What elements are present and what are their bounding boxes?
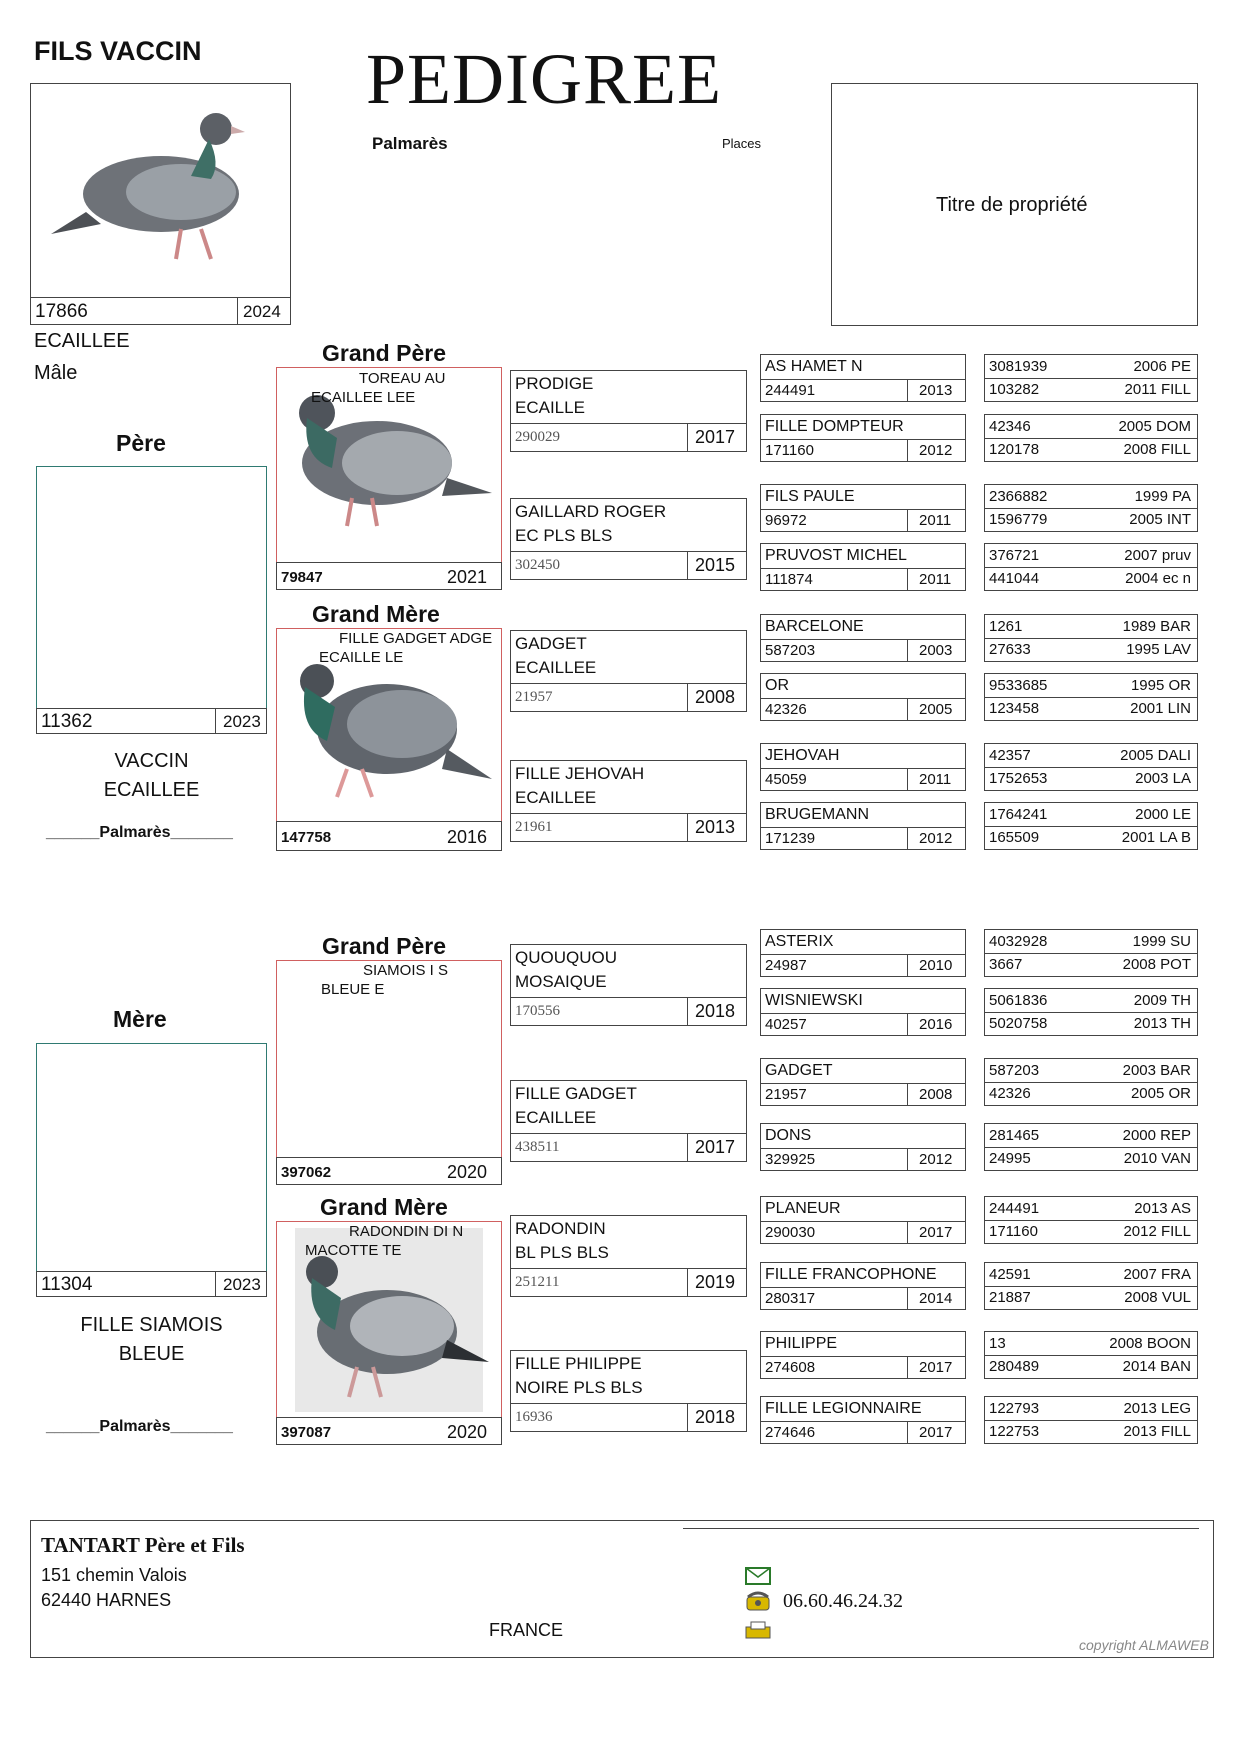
gen4-ring: 274608 [765, 1359, 816, 1376]
gen5-ring-b: 165509 [989, 829, 1040, 846]
gen5-info-a: 2005 DOM [1118, 418, 1191, 435]
gm1-ring: 147758 [281, 829, 332, 846]
gen5-info-a: 1989 BAR [1122, 618, 1191, 635]
gen5-ring-b: 441044 [989, 570, 1040, 587]
gm2-ring: 397087 [281, 1424, 332, 1441]
gen5-ring-b: 3667 [989, 956, 1023, 973]
gen3-box [510, 944, 747, 1026]
gen3-name: FILLE PHILIPPE [515, 1354, 642, 1373]
gen3-ring: 16936 [515, 1409, 553, 1425]
gen4-year: 2016 [919, 1016, 953, 1033]
gen5-box [984, 1058, 1198, 1106]
gen5-ring-a: 587203 [989, 1062, 1040, 1079]
gen5-info-a: 2007 FRA [1123, 1266, 1191, 1283]
gen4-ring: 45059 [765, 771, 807, 788]
gen5-info-b: 2013 FILL [1123, 1423, 1191, 1440]
gen4-name: FILLE DOMPTEUR [765, 418, 904, 435]
gen4-name: OR [765, 677, 789, 694]
gen4-box [760, 1331, 966, 1379]
gen4-year: 2017 [919, 1224, 953, 1241]
gen4-box [760, 614, 966, 662]
gen3-ring: 251211 [515, 1274, 560, 1290]
owner-name: TANTART Père et Fils [41, 1533, 245, 1557]
main-bird-sex: Mâle [34, 362, 78, 384]
gen4-name: BRUGEMANN [765, 806, 870, 823]
mere-label: Mère [113, 1006, 167, 1032]
gp1-year: 2021 [447, 567, 488, 587]
gen3-year: 2018 [695, 1407, 736, 1427]
gp1-color: ECAILLEE LEE [311, 389, 416, 406]
pere-name: VACCIN [114, 750, 189, 772]
gen3-name: FILLE GADGET [515, 1084, 637, 1103]
gen5-info-a: 2003 BAR [1122, 1062, 1191, 1079]
gen4-box [760, 1396, 966, 1444]
gen5-info-b: 2004 ec n [1125, 570, 1191, 587]
gen3-ring: 438511 [515, 1139, 560, 1155]
gen4-ring: 280317 [765, 1290, 816, 1307]
gp2-label: Grand Père [322, 933, 446, 959]
gen3-name: GAILLARD ROGER [515, 502, 667, 521]
gen3-ring: 170556 [515, 1003, 560, 1019]
ownership-label: Titre de propriété [936, 194, 1088, 216]
gen5-ring-a: 122793 [989, 1400, 1040, 1417]
gen5-ring-b: 21887 [989, 1289, 1031, 1306]
owner-country: FRANCE [489, 1620, 564, 1640]
gen4-box [760, 354, 966, 402]
gen5-box [984, 414, 1198, 462]
gen4-box [760, 1058, 966, 1106]
gen4-year: 2011 [919, 771, 952, 788]
footer-divider [683, 1528, 1199, 1529]
gen5-ring-a: 281465 [989, 1127, 1040, 1144]
gen5-info-a: 2006 PE [1133, 358, 1191, 375]
gen4-name: DONS [765, 1127, 812, 1144]
gen4-box [760, 988, 966, 1036]
gen5-info-b: 2014 BAN [1122, 1358, 1191, 1375]
mere-ring-box [36, 1271, 267, 1297]
gen5-box [984, 1331, 1198, 1379]
main-bird-color: ECAILLEE [34, 330, 130, 352]
footer-box [30, 1520, 1214, 1658]
gen5-ring-a: 1261 [989, 618, 1023, 635]
phone-icon [745, 1591, 771, 1616]
gen4-year: 2013 [919, 382, 953, 399]
gen3-ring: 21961 [515, 819, 553, 835]
gen3-color: ECAILLE [515, 398, 585, 417]
gen3-ring: 290029 [515, 429, 560, 445]
main-bird-ring-box [30, 297, 291, 325]
gen4-year: 2010 [919, 957, 953, 974]
mere-photo-box [36, 1043, 267, 1272]
gen5-info-b: 1995 LAV [1126, 641, 1191, 658]
pere-color: ECAILLEE [103, 779, 200, 801]
gen4-year: 2017 [919, 1359, 953, 1376]
gen4-year: 2012 [919, 830, 953, 847]
gen3-box [510, 370, 747, 452]
gen3-color: ECAILLEE [515, 788, 597, 807]
gen4-ring: 40257 [765, 1016, 807, 1033]
owner-phone: 06.60.46.24.32 [783, 1590, 903, 1612]
gen4-name: JEHOVAH [765, 747, 840, 764]
gen5-info-a: 2013 AS [1134, 1200, 1191, 1217]
fax-icon [745, 1621, 771, 1644]
gp1-photo-box [276, 367, 502, 563]
gen5-ring-a: 9533685 [989, 677, 1048, 694]
gen5-ring-b: 1752653 [989, 770, 1048, 787]
gen5-info-a: 2007 pruv [1124, 547, 1191, 564]
gen5-info-a: 2005 DALI [1120, 747, 1191, 764]
gen5-box [984, 543, 1198, 591]
gen4-name: PRUVOST MICHEL [765, 547, 907, 564]
gen4-name: WISNIEWSKI [765, 992, 863, 1009]
gen5-info-a: 2000 LE [1135, 806, 1191, 823]
gen4-name: FILS PAULE [765, 488, 855, 505]
gen5-info-b: 2005 OR [1130, 1085, 1191, 1102]
gen3-name: QUOUQUOU [515, 948, 617, 967]
gen5-info-a: 1995 OR [1130, 677, 1191, 694]
mail-icon [745, 1567, 771, 1590]
gm1-color: ECAILLE LE [319, 649, 404, 666]
gp2-name: SIAMOIS I S [363, 962, 449, 979]
gen4-name: FILLE LEGIONNAIRE [765, 1400, 922, 1417]
gm2-ring-box [276, 1417, 502, 1445]
gen5-ring-a: 2366882 [989, 488, 1048, 505]
gen5-ring-b: 280489 [989, 1358, 1040, 1375]
gen3-year: 2015 [695, 555, 736, 575]
gm1-photo-box [276, 628, 502, 822]
gen3-year: 2017 [695, 427, 736, 447]
gen3-box [510, 498, 747, 580]
main-bird-ring: 17866 [35, 301, 88, 322]
gen3-name: PRODIGE [515, 374, 594, 393]
gen3-name: GADGET [515, 634, 587, 653]
gp2-ring-box [276, 1157, 502, 1185]
mere-year: 2023 [223, 1275, 261, 1294]
gen3-box [510, 760, 747, 842]
gen5-ring-b: 171160 [989, 1223, 1038, 1240]
gen4-box [760, 543, 966, 591]
mere-ring: 11304 [41, 1274, 93, 1295]
gen4-box [760, 484, 966, 532]
gen4-ring: 329925 [765, 1151, 816, 1168]
gen5-info-b: 2003 LA [1135, 770, 1191, 787]
gen5-box [984, 484, 1198, 532]
gen5-ring-a: 42346 [989, 418, 1031, 435]
gm2-year: 2020 [447, 1422, 488, 1442]
gen4-ring: 171160 [765, 442, 814, 459]
gen4-ring: 274646 [765, 1424, 816, 1441]
mere-palmares: ______Palmarès_______ [46, 1418, 233, 1435]
gm2-name: RADONDIN DI N [349, 1223, 464, 1240]
gen4-year: 2003 [919, 642, 953, 659]
gen5-info-b: 2005 INT [1129, 511, 1191, 528]
gen3-box [510, 630, 747, 712]
gen4-box [760, 1196, 966, 1244]
gp2-color: BLEUE E [321, 981, 385, 998]
gen4-box [760, 673, 966, 721]
gen5-box [984, 743, 1198, 791]
gen5-info-b: 2011 FILL [1124, 381, 1191, 398]
gm2-label: Grand Mère [320, 1194, 448, 1220]
gen5-info-b: 2008 VUL [1124, 1289, 1191, 1306]
gen4-box [760, 929, 966, 977]
gen4-box [760, 1262, 966, 1310]
gen5-box [984, 1396, 1198, 1444]
gm2-color: MACOTTE TE [305, 1242, 402, 1259]
gen4-ring: 111874 [765, 571, 813, 588]
gen5-box [984, 1196, 1198, 1244]
gen5-info-a: 2013 LEG [1123, 1400, 1191, 1417]
gen4-ring: 24987 [765, 957, 807, 974]
gen5-box [984, 1123, 1198, 1171]
gen5-info-b: 2001 LIN [1130, 700, 1191, 717]
gen4-name: GADGET [765, 1062, 833, 1079]
main-bird-photo-box [30, 83, 291, 298]
gen5-ring-a: 5061836 [989, 992, 1048, 1009]
gen5-ring-b: 24995 [989, 1150, 1031, 1167]
gen4-year: 2017 [919, 1424, 953, 1441]
gen5-ring-a: 244491 [989, 1200, 1040, 1217]
gen4-name: AS HAMET N [765, 358, 863, 375]
gen5-ring-b: 5020758 [989, 1015, 1048, 1032]
gen3-color: NOIRE PLS BLS [515, 1378, 643, 1397]
gen3-box [510, 1350, 747, 1432]
gen4-year: 2008 [919, 1086, 953, 1103]
gen4-ring: 244491 [765, 382, 816, 399]
gen5-ring-a: 1764241 [989, 806, 1048, 823]
gen5-box [984, 1262, 1198, 1310]
gen4-year: 2011 [919, 571, 952, 588]
gen4-ring: 42326 [765, 701, 807, 718]
pere-label: Père [116, 430, 166, 456]
gp1-name: TOREAU AU [359, 370, 446, 387]
gen5-ring-a: 376721 [989, 547, 1040, 564]
gen5-info-a: 1999 SU [1132, 933, 1191, 950]
owner-address-line2: 62440 HARNES [41, 1590, 172, 1610]
gen3-ring: 302450 [515, 557, 560, 573]
gen4-year: 2012 [919, 442, 953, 459]
mere-color: BLEUE [118, 1343, 185, 1365]
gen4-ring: 21957 [765, 1086, 807, 1103]
gen5-info-a: 1999 PA [1134, 488, 1191, 505]
gm1-ring-box [276, 821, 502, 851]
gen5-info-b: 2008 POT [1122, 956, 1191, 973]
gen5-ring-b: 103282 [989, 381, 1040, 398]
gm1-label: Grand Mère [312, 601, 440, 627]
gen3-year: 2008 [695, 687, 736, 707]
gen5-box [984, 354, 1198, 402]
pere-palmares: ______Palmarès_______ [46, 824, 233, 841]
gen5-box [984, 929, 1198, 977]
gen4-name: ASTERIX [765, 933, 834, 950]
gen5-box [984, 988, 1198, 1036]
gen5-info-b: 2001 LA B [1121, 829, 1191, 846]
gen4-box [760, 1123, 966, 1171]
gen5-info-b: 2010 VAN [1123, 1150, 1191, 1167]
gen5-info-b: 2008 FILL [1123, 441, 1191, 458]
gm2-photo-box [276, 1221, 502, 1418]
gen4-name: BARCELONE [765, 618, 864, 635]
gen5-info-a: 2000 REP [1122, 1127, 1191, 1144]
places-heading: Places [722, 136, 762, 151]
gen4-ring: 587203 [765, 642, 816, 659]
gen3-box [510, 1080, 747, 1162]
gen5-info-b: 2012 FILL [1123, 1223, 1191, 1240]
gen5-ring-b: 122753 [989, 1423, 1040, 1440]
gen4-name: PLANEUR [765, 1200, 841, 1217]
gen3-color: EC PLS BLS [515, 526, 613, 545]
gen3-name: RADONDIN [515, 1219, 606, 1238]
gen4-name: PHILIPPE [765, 1335, 838, 1352]
gen3-ring: 21957 [515, 689, 553, 705]
gen5-ring-a: 13 [989, 1335, 1006, 1352]
gm1-year: 2016 [447, 827, 488, 847]
ownership-box [831, 83, 1198, 326]
gen3-box [510, 1215, 747, 1297]
gen5-ring-b: 120178 [989, 441, 1040, 458]
gen4-year: 2011 [919, 512, 952, 529]
gp1-label: Grand Père [322, 340, 446, 366]
owner-address-line1: 151 chemin Valois [41, 1565, 187, 1585]
gen3-color: ECAILLEE [515, 1108, 597, 1127]
gen5-ring-a: 42357 [989, 747, 1031, 764]
gp2-ring: 397062 [281, 1164, 332, 1181]
gen5-box [984, 802, 1198, 850]
gen4-box [760, 802, 966, 850]
gen4-ring: 290030 [765, 1224, 816, 1241]
gp2-photo-box [276, 960, 502, 1158]
gp2-year: 2020 [447, 1162, 488, 1182]
main-bird-year: 2024 [243, 302, 281, 321]
gen5-info-a: 2008 BOON [1109, 1335, 1191, 1352]
gen3-year: 2013 [695, 817, 736, 837]
gen4-name: FILLE FRANCOPHONE [765, 1266, 937, 1283]
gen3-year: 2017 [695, 1137, 736, 1157]
pere-year: 2023 [223, 712, 261, 731]
gen3-name: FILLE JEHOVAH [515, 764, 645, 783]
copyright: copyright ALMAWEB [1079, 1637, 1209, 1653]
bird-name: FILS VACCIN [34, 36, 202, 66]
gen4-ring: 96972 [765, 512, 807, 529]
gen3-color: BL PLS BLS [515, 1243, 609, 1262]
gen4-year: 2014 [919, 1290, 953, 1307]
gen5-box [984, 673, 1198, 721]
pigeon-photo [31, 84, 290, 297]
gen5-ring-b: 27633 [989, 641, 1031, 658]
mere-name: FILLE SIAMOIS [80, 1314, 223, 1336]
gen3-year: 2018 [695, 1001, 736, 1021]
gm1-name: FILLE GADGET ADGE [339, 630, 493, 647]
palmares-heading: Palmarès [372, 134, 448, 153]
gen5-ring-a: 42591 [989, 1266, 1031, 1283]
gen3-color: MOSAIQUE [515, 972, 607, 991]
pere-photo-box [36, 466, 267, 709]
gen4-year: 2005 [919, 701, 953, 718]
gen4-year: 2012 [919, 1151, 953, 1168]
gen4-box [760, 414, 966, 462]
gen5-info-a: 2009 TH [1133, 992, 1191, 1009]
gen5-box [984, 614, 1198, 662]
gen5-ring-b: 42326 [989, 1085, 1031, 1102]
gen5-ring-b: 123458 [989, 700, 1040, 717]
gen5-info-b: 2013 TH [1133, 1015, 1191, 1032]
gen5-ring-b: 1596779 [989, 511, 1048, 528]
pere-ring: 11362 [41, 711, 93, 732]
gp1-ring-box [276, 562, 502, 590]
gen4-ring: 171239 [765, 830, 816, 847]
pere-ring-box [36, 708, 267, 734]
gen3-color: ECAILLEE [515, 658, 597, 677]
page-title: PEDIGREE [366, 39, 722, 119]
gp1-ring: 79847 [281, 569, 323, 586]
gen4-box [760, 743, 966, 791]
gen3-year: 2019 [695, 1272, 736, 1292]
gen5-ring-a: 3081939 [989, 358, 1048, 375]
gen5-ring-a: 4032928 [989, 933, 1048, 950]
